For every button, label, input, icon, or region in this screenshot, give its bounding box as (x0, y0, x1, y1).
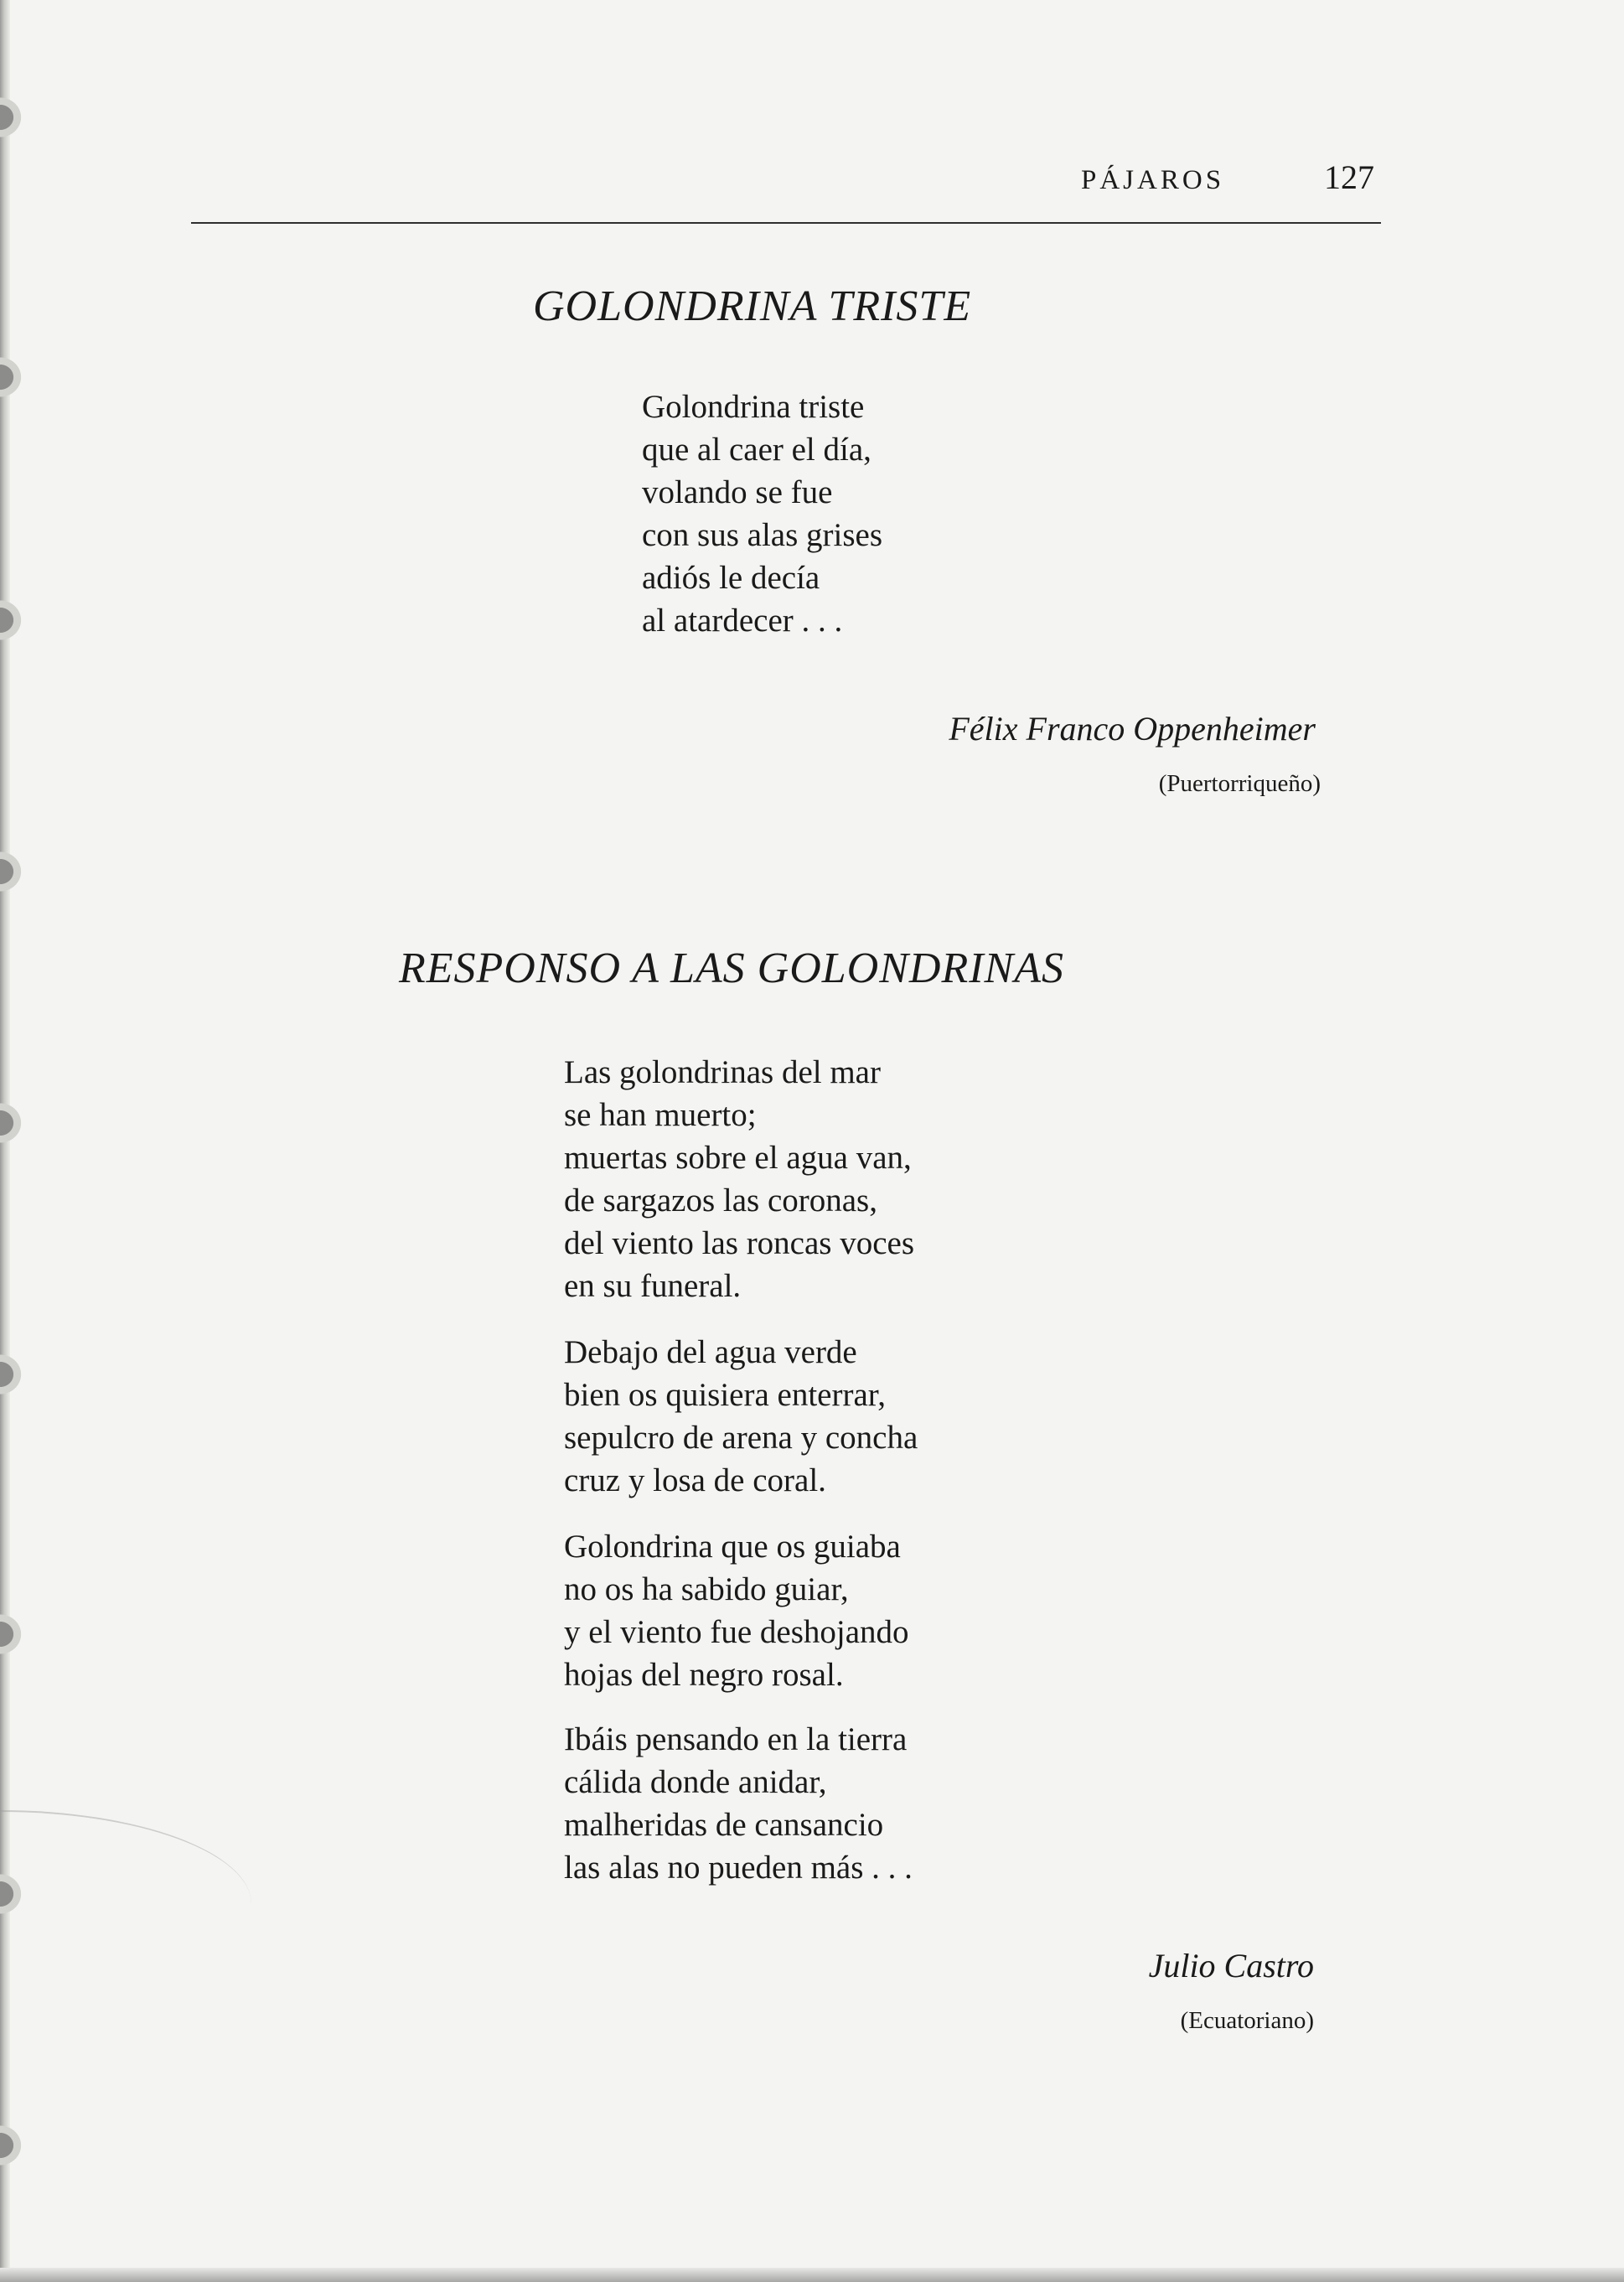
page-number: 127 (1324, 158, 1374, 196)
poem-line: las alas no pueden más . . . (564, 1850, 913, 1886)
poem-title: GOLONDRINA TRISTE (533, 282, 972, 330)
poem-line: hojas del negro rosal. (564, 1657, 844, 1693)
binding-hole (0, 1098, 27, 1148)
poem-line: Golondrina triste (642, 389, 865, 425)
poem-line: Debajo del agua verde (564, 1334, 857, 1370)
poem-line: Ibáis pensando en la tierra (564, 1721, 908, 1757)
poem-line: bien os quisiera enterrar, (564, 1377, 886, 1413)
poem-line: Golondrina que os guiaba (564, 1529, 901, 1565)
poem-stanza (564, 1718, 913, 1889)
running-title: PÁJAROS (1081, 165, 1225, 195)
poem-line: sepulcro de arena y concha (564, 1420, 918, 1456)
poem-author: Julio Castro (1148, 1947, 1314, 1984)
poem-stanza (564, 1051, 914, 1307)
page-header (1081, 158, 1374, 198)
binding-hole (0, 92, 27, 142)
author-nationality: (Ecuatoriano) (1180, 2007, 1314, 2034)
binding-hole (0, 352, 27, 402)
poem-stanza (642, 386, 882, 642)
poem-line: al atardecer . . . (642, 603, 843, 639)
binding-hole (0, 846, 27, 897)
poem-line: no os ha sabido guiar, (564, 1571, 849, 1607)
poem-line: del viento las roncas voces (564, 1225, 915, 1261)
poem-line: de sargazos las coronas, (564, 1182, 877, 1219)
poem-line: adiós le decía (642, 560, 820, 596)
poem-title: RESPONSO A LAS GOLONDRINAS (399, 944, 1064, 992)
binding-hole (0, 2120, 27, 2171)
poem-line: cruz y losa de coral. (564, 1462, 826, 1498)
poem-stanza (564, 1525, 909, 1696)
poem-line: en su funeral. (564, 1268, 742, 1304)
poem-line: y el viento fue deshojando (564, 1614, 909, 1650)
poem-line: se han muerto; (564, 1097, 757, 1133)
poem-stanza (564, 1331, 918, 1502)
poem-line: Las golondrinas del mar (564, 1054, 881, 1090)
author-nationality: (Puertorriqueño) (1158, 770, 1321, 797)
binding-hole (0, 595, 27, 645)
paper-tear (0, 1810, 251, 1904)
header-rule (191, 222, 1381, 224)
binding-hole (0, 1349, 27, 1400)
page-bottom-edge (0, 2268, 1624, 2282)
poem-line: cálida donde anidar, (564, 1764, 827, 1800)
poem-author: Félix Franco Oppenheimer (949, 710, 1316, 748)
poem-line: volando se fue (642, 474, 833, 510)
poem-line: que al caer el día, (642, 432, 871, 468)
poem-line: con sus alas grises (642, 517, 883, 553)
poem-line: malheridas de cansancio (564, 1807, 884, 1843)
poem-line: muertas sobre el agua van, (564, 1140, 912, 1176)
binding-hole (0, 1609, 27, 1659)
